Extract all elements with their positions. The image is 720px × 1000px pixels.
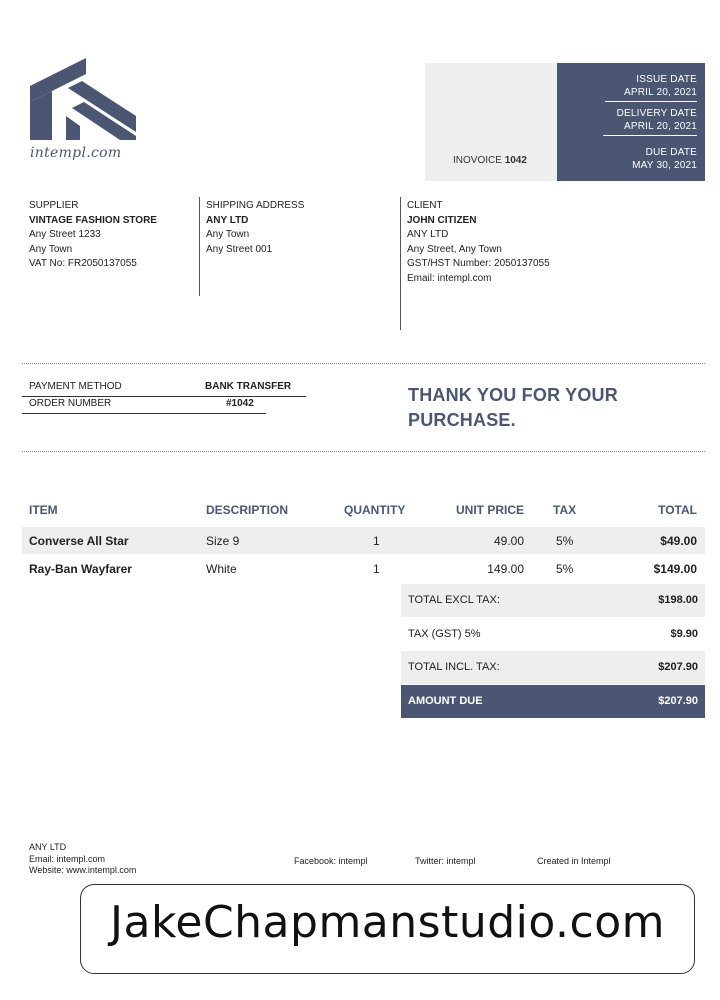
row-unit-price: 49.00 — [493, 534, 524, 548]
shipping-name: ANY LTD — [206, 214, 249, 226]
invoice-number — [453, 155, 527, 166]
row-item: Ray-Ban Wayfarer — [29, 562, 132, 576]
tax-value: $9.90 — [670, 628, 698, 640]
delivery-date-block — [603, 107, 697, 136]
row-tax: 5% — [556, 534, 574, 548]
row-item: Converse All Star — [29, 534, 129, 548]
client-gst-number: GST/HST Number: 2050137055 — [407, 258, 550, 269]
order-number-row — [22, 398, 266, 414]
row-total: $49.00 — [660, 534, 697, 548]
shipping-address-line2: Any Street 001 — [206, 243, 273, 255]
client-company: ANY LTD — [407, 229, 449, 240]
issue-date-value: APRIL 20, 2021 — [623, 87, 697, 98]
delivery-date-label: DELIVERY DATE — [616, 108, 697, 119]
row-unit-price: 149.00 — [487, 562, 524, 576]
supplier-name: VINTAGE FASHION STORE — [29, 214, 157, 226]
payment-method-value: BANK TRANSFER — [205, 381, 292, 392]
logo-wordmark: intempl.com — [30, 145, 122, 161]
footer-created-in: Created in Intempl — [537, 856, 611, 866]
thank-you-line1: THANK YOU FOR YOUR — [408, 385, 618, 405]
supplier-block — [29, 199, 157, 272]
row-quantity: 1 — [373, 534, 380, 548]
dotted-divider — [22, 363, 705, 364]
dotted-divider — [22, 451, 705, 452]
total-excl-tax-row — [401, 584, 705, 617]
supplier-address-line1: Any Street 1233 — [29, 229, 101, 240]
amount-due-value: $207.90 — [658, 695, 698, 707]
due-date-block — [603, 146, 697, 172]
row-quantity: 1 — [373, 562, 380, 576]
tax-label: TAX (GST) 5% — [408, 628, 481, 640]
supplier-heading: SUPPLIER — [29, 200, 79, 211]
total-excl-tax-value: $198.00 — [658, 594, 698, 606]
payment-method-row — [22, 381, 306, 397]
amount-due-row — [401, 685, 705, 718]
watermark-text: JakeChapmanstudio.com — [110, 897, 665, 948]
client-name: JOHN CITIZEN — [407, 214, 477, 226]
footer-twitter: Twitter: intempl — [415, 856, 476, 866]
delivery-date-value: APRIL 20, 2021 — [623, 121, 697, 132]
dates-panel — [557, 63, 705, 181]
order-number-value: #1042 — [226, 398, 254, 409]
footer-email: Email: intempl.com — [29, 853, 106, 864]
footer-facebook: Facebook: intempl — [294, 856, 368, 866]
client-block — [407, 199, 550, 286]
total-incl-tax-label: TOTAL INCL. TAX: — [408, 661, 500, 673]
col-header-unit-price: UNIT PRICE — [456, 503, 525, 517]
row-description: White — [206, 562, 237, 576]
issue-date-label: ISSUE DATE — [636, 74, 697, 85]
supplier-address-line2: Any Town — [29, 243, 73, 255]
client-email: Email: intempl.com — [407, 272, 492, 284]
footer-company — [29, 842, 136, 877]
client-heading: CLIENT — [407, 200, 443, 211]
row-tax: 5% — [556, 562, 574, 576]
total-excl-tax-label: TOTAL EXCL TAX: — [408, 594, 500, 606]
amount-due-label: AMOUNT DUE — [408, 695, 483, 707]
row-total: $149.00 — [653, 562, 697, 576]
invoice-number-value: 1042 — [504, 155, 527, 166]
order-number-label: ORDER NUMBER — [29, 398, 112, 409]
col-header-tax: TAX — [553, 503, 577, 517]
client-address: Any Street, Any Town — [407, 243, 502, 255]
col-header-quantity: QUANTITY — [344, 503, 406, 517]
footer-website: Website: www.intempl.com — [29, 865, 137, 875]
col-header-total: TOTAL — [658, 503, 697, 517]
invoice-label: INOVOICE — [453, 155, 502, 166]
footer-company-name: ANY LTD — [29, 842, 67, 852]
issue-date-block — [605, 73, 697, 102]
supplier-vat: VAT No: FR2050137055 — [29, 258, 137, 269]
total-incl-tax-row — [401, 651, 705, 684]
shipping-address-line1: Any Town — [206, 229, 250, 240]
col-header-item: ITEM — [29, 503, 58, 517]
shipping-heading: SHIPPING ADDRESS — [206, 200, 305, 211]
watermark-banner — [80, 884, 695, 974]
col-header-description: DESCRIPTION — [206, 503, 289, 517]
tax-row — [401, 618, 705, 651]
thank-you-line2: PURCHASE. — [408, 410, 516, 430]
due-date-label: DUE DATE — [645, 147, 697, 158]
divider — [199, 197, 200, 296]
divider — [400, 197, 401, 330]
row-description: Size 9 — [206, 534, 240, 548]
shipping-block — [206, 199, 304, 257]
payment-method-label: PAYMENT METHOD — [29, 381, 122, 392]
thank-you-message — [408, 383, 698, 433]
due-date-value: MAY 30, 2021 — [632, 160, 697, 171]
total-incl-tax-value: $207.90 — [658, 661, 698, 673]
